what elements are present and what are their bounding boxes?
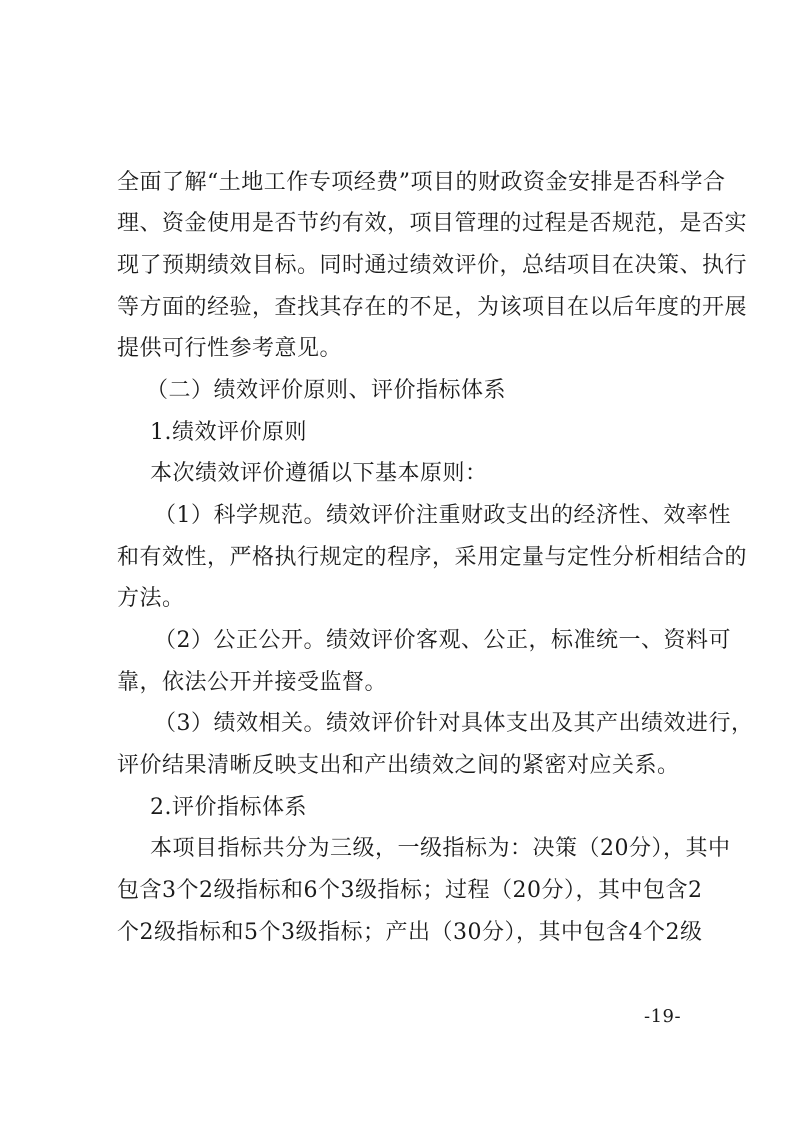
- paragraph-line: 理、资金使用是否节约有效，项目管理的过程是否规范，是否实: [117, 211, 748, 236]
- paragraph-line: 包含3个2级指标和6个3级指标；过程（20分），其中包含2: [117, 878, 703, 903]
- paragraph-line: 等方面的经验，查找其存在的不足，为该项目在以后年度的开展: [117, 295, 748, 320]
- paragraph-line: 靠，依法公开并接受监督。: [117, 670, 388, 695]
- page-number: -19-: [644, 1006, 682, 1027]
- paragraph-line: 全面了解“土地工作专项经费”项目的财政资金安排是否科学合: [117, 170, 726, 195]
- paragraph-line: 个2级指标和5个3级指标；产出（30分），其中包含4个2级: [117, 920, 703, 945]
- paragraph-line: （2）公正公开。绩效评价客观、公正，标准统一、资料可: [154, 628, 731, 653]
- paragraph-line: 提供可行性参考意见。: [117, 336, 343, 361]
- paragraph-line: 评价结果清晰反映支出和产出绩效之间的紧密对应关系。: [117, 753, 680, 778]
- paragraph-line: 本次绩效评价遵循以下基本原则：: [150, 461, 488, 486]
- paragraph-line: 本项目指标共分为三级，一级指标为：决策（20分），其中: [150, 836, 731, 861]
- section-heading: （二）绩效评价原则、评价指标体系: [146, 378, 507, 403]
- subsection-heading: 2.评价指标体系: [150, 795, 307, 820]
- subsection-heading: 1.绩效评价原则: [150, 420, 307, 445]
- paragraph-line: （1）科学规范。绩效评价注重财政支出的经济性、效率性: [154, 503, 731, 528]
- paragraph-line: 方法。: [117, 586, 185, 611]
- paragraph-line: （3）绩效相关。绩效评价针对具体支出及其产出绩效进行，: [154, 711, 754, 736]
- paragraph-line: 和有效性，严格执行规定的程序，采用定量与定性分析相结合的: [117, 545, 748, 570]
- paragraph-line: 现了预期绩效目标。同时通过绩效评价，总结项目在决策、执行: [117, 253, 748, 278]
